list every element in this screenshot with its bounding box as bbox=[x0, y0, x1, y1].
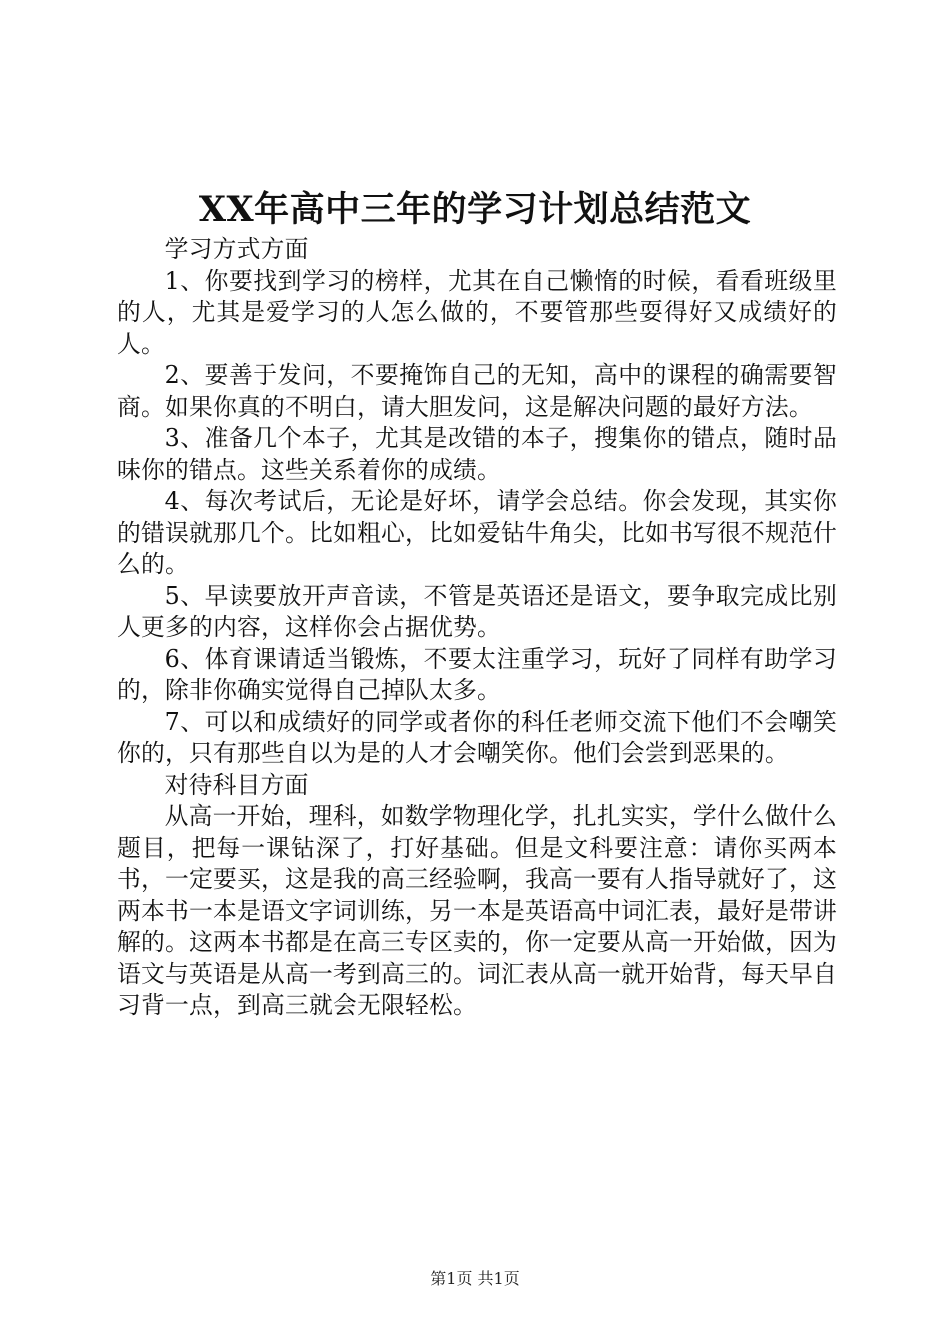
paragraph-item-7: 7、可以和成绩好的同学或者你的科任老师交流下他们不会嘲笑你的，只有那些自以为是的人才会嘲笑你。他们会尝到恶果的。 bbox=[117, 707, 837, 767]
document-body bbox=[117, 234, 837, 1022]
paragraph-item-1: 1、你要找到学习的榜样，尤其在自己懒惰的时候，看看班级里的人，尤其是爱学习的人怎么做的，不要管那些耍得好又成绩好的人。 bbox=[117, 266, 837, 358]
paragraph-item-2: 2、要善于发问，不要掩饰自己的无知，高中的课程的确需要智商。如果你真的不明白，请大胆发问，这是解决问题的最好方法。 bbox=[117, 361, 837, 421]
paragraph-item-5: 5、早读要放开声音读，不管是英语还是语文，要争取完成比别人更多的内容，这样你会占据优势。 bbox=[117, 581, 837, 641]
paragraph-subjects-advice: 从高一开始，理科，如数学物理化学，扎扎实实，学什么做什么题目，把每一课钻深了，打好基础。但是文科要注意：请你买两本书，一定要买，这是我的高三经验啊，我高一要有人指导就好了，这两本书一本是语文字词训练，另一本是英语高中词汇表，最好是带讲解的。这两本书都是在高三专区卖的，你一定要从高一开始做，因为语文与英语是从高一考到高三的。词汇表从高一就开始背，每天早自习背一点，到高三就会无限轻松。 bbox=[117, 802, 837, 1019]
document-title: XX年高中三年的学习计划总结范文 bbox=[198, 189, 752, 230]
paragraph-item-3: 3、准备几个本子，尤其是改错的本子，搜集你的错点，随时品味你的错点。这些关系着你的成绩。 bbox=[117, 424, 837, 484]
paragraph-item-6: 6、体育课请适当锻炼，不要太注重学习，玩好了同样有助学习的，除非你确实觉得自己掉队太多。 bbox=[117, 644, 837, 704]
page-footer: 第1页 共1页 bbox=[430, 1269, 520, 1288]
paragraph-heading-study-methods: 学习方式方面 bbox=[164, 235, 309, 263]
paragraph-item-4: 4、每次考试后，无论是好坏，请学会总结。你会发现，其实你的错误就那几个。比如粗心，比如爱钻牛角尖，比如书写很不规范什么的。 bbox=[117, 487, 837, 578]
paragraph-heading-subjects: 对待科目方面 bbox=[164, 770, 309, 799]
